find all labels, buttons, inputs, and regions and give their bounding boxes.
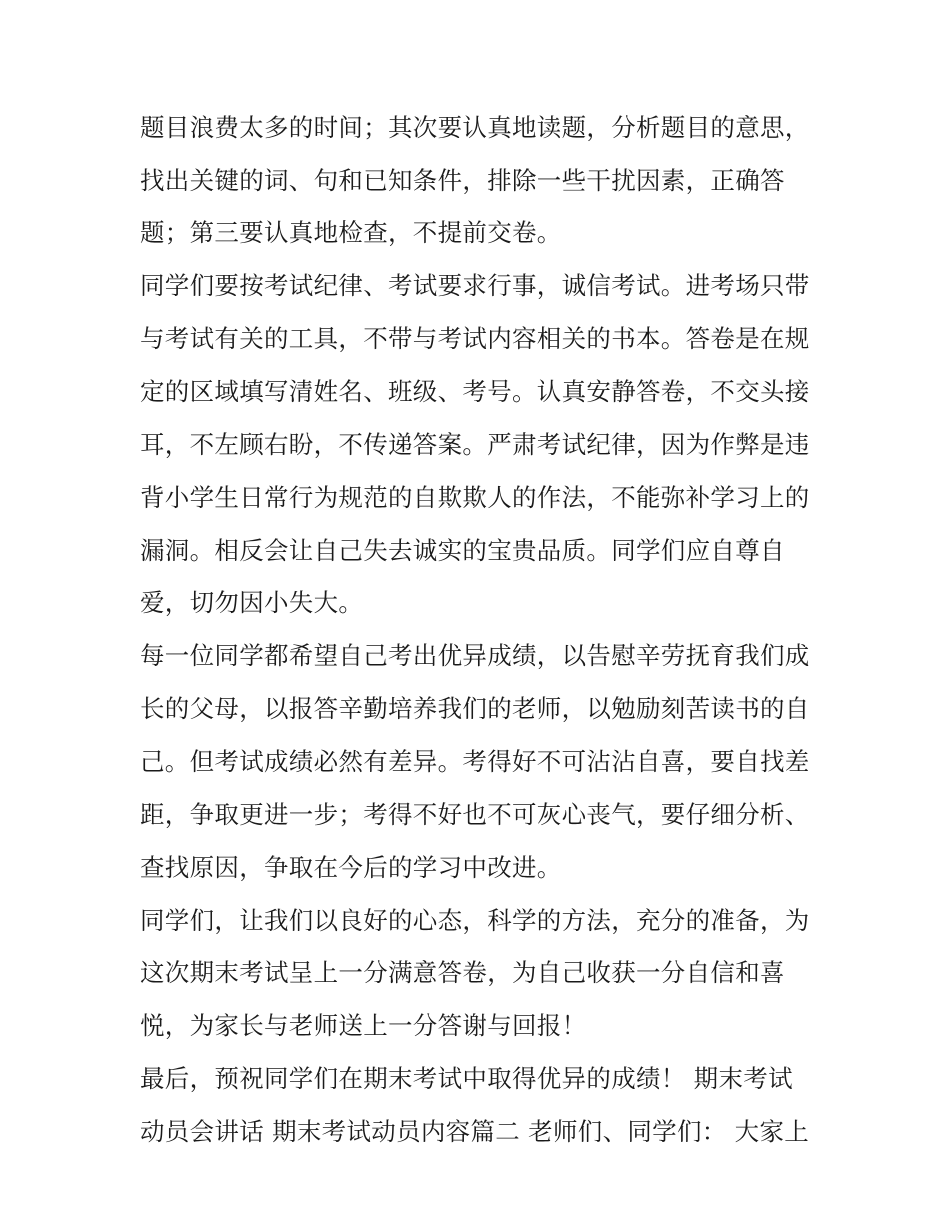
text-line: 找出关键的词、句和已知条件，排除一些干扰因素，正确答 [140, 166, 785, 195]
text-line: 题目浪费太多的时间；其次要认真地读题，分析题目的意思， [140, 113, 810, 142]
text-line: 同学们要按考试纪律、考试要求行事，诚信考试。进考场只带 [140, 271, 810, 300]
text-line: 爱，切勿因小失大。 [140, 588, 364, 617]
text-line: 长的父母，以报答辛勤培养我们的老师，以勉励刻苦读书的自 [140, 694, 810, 723]
text-line: 动员会讲话 期末考试动员内容篇二 老师们、同学们： 大家上 [140, 1117, 810, 1146]
text-line: 查找原因，争取在今后的学习中改进。 [140, 853, 562, 882]
text-line: 这次期末考试呈上一分满意答卷，为自己收获一分自信和喜 [140, 958, 785, 987]
text-line: 悦，为家长与老师送上一分答谢与回报！ [140, 1011, 587, 1040]
text-line: 题；第三要认真地检查，不提前交卷。 [140, 218, 562, 247]
text-line: 漏洞。相反会让自己失去诚实的宝贵品质。同学们应自尊自 [140, 536, 785, 565]
text-line: 背小学生日常行为规范的自欺欺人的作法，不能弥补学习上的 [140, 483, 810, 512]
text-line: 同学们，让我们以良好的心态，科学的方法，充分的准备，为 [140, 906, 810, 935]
text-line: 距，争取更进一步；考得不好也不可灰心丧气，要仔细分析、 [140, 800, 810, 829]
text-line: 定的区域填写清姓名、班级、考号。认真安静答卷，不交头接 [140, 377, 810, 406]
text-line: 每一位同学都希望自己考出优异成绩，以告慰辛劳抚育我们成 [140, 641, 810, 670]
text-line: 最后，预祝同学们在期末考试中取得优异的成绩！ 期末考试 [140, 1064, 793, 1093]
text-line: 与考试有关的工具，不带与考试内容相关的书本。答卷是在规 [140, 324, 810, 353]
text-line: 耳，不左顾右盼，不传递答案。严肃考试纪律，因为作弊是违 [140, 430, 810, 459]
text-line: 己。但考试成绩必然有差异。考得好不可沾沾自喜，要自找差 [140, 747, 810, 776]
